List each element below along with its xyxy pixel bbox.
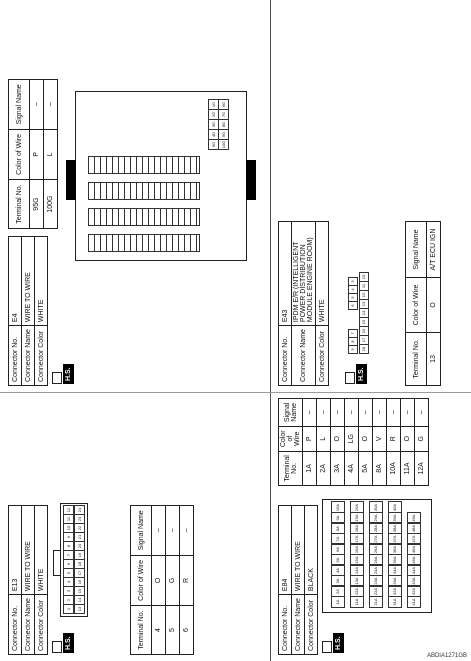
signal-name-cell: – (373, 399, 387, 427)
connector-pin: 18 (359, 344, 369, 354)
wire-color-cell: O (331, 426, 345, 451)
pin-column (88, 156, 200, 174)
terminal-no-cell: 10A (387, 451, 401, 485)
e13-connector-color: WHITE (35, 506, 48, 595)
connector-pin: 19A (350, 512, 364, 524)
terminal-no-cell: 4 (152, 606, 166, 655)
e43-terminal-table (405, 221, 441, 386)
connector-pin: 8A (331, 523, 345, 535)
connector-pin: 10 (359, 272, 369, 282)
col-color-of-wire: Color of Wire (131, 555, 152, 605)
connector-pin: 15 (359, 317, 369, 327)
connector-pin: 33A (388, 575, 402, 587)
e84-connector-color: BLACK (305, 506, 318, 595)
connector-pin: 47A (407, 533, 421, 545)
table-row (303, 399, 317, 486)
connector-pin: 1 (63, 604, 74, 614)
connector-pin: 4 (63, 577, 74, 587)
wire-color-cell: O (427, 278, 441, 333)
connector-pin: 37A (388, 533, 402, 545)
table-row (166, 506, 180, 655)
e43-connector-name: IPDM E/R (INTELLIGENT POWER DISTRIBUTION MODULE ENGINE ROOM) (292, 222, 316, 326)
signal-name-cell: – (303, 399, 317, 427)
connector-pin: 44A (407, 565, 421, 577)
connector-pin: 34A (388, 565, 402, 577)
signal-name-cell: – (401, 399, 415, 427)
table-row (30, 80, 44, 229)
hs-label: H.S. (63, 633, 74, 653)
table-row (152, 506, 166, 655)
connector-pin: 2 (63, 595, 74, 605)
column-divider (270, 392, 471, 393)
e43-connector-color: WHITE (316, 222, 329, 326)
e13-connector-no: E13 (9, 506, 22, 595)
terminal-no-cell: 6 (180, 606, 194, 655)
wire-color-cell: G (415, 426, 429, 451)
hs-label: H.S. (356, 364, 367, 384)
connector-pin: 43A (407, 575, 421, 587)
e43-connector-face (348, 272, 370, 356)
table-row (359, 399, 373, 486)
connector-pin: 23 (74, 514, 85, 524)
table-row (180, 506, 194, 655)
connector-pin: 21 (74, 532, 85, 542)
signal-name-cell: A/T ECU IGN (427, 222, 441, 278)
connector-pin: 14 (74, 595, 85, 605)
connector-pin: 28A (369, 523, 383, 535)
col-signal-name: Signal Name (279, 399, 303, 427)
mounting-tab (246, 160, 256, 200)
table-row (317, 399, 331, 486)
wire-color-cell: O (359, 426, 373, 451)
connector-pin: 7 (348, 329, 358, 338)
connector-pin: 6A (331, 544, 345, 556)
pin-column (88, 208, 200, 226)
table-row (331, 399, 345, 486)
connector-pin: 14A (350, 565, 364, 577)
e13-terminal-table (130, 505, 194, 655)
terminal-no-cell: 5A (359, 451, 373, 485)
connector-pin: 17A (350, 533, 364, 545)
section-divider (270, 0, 271, 661)
connector-pin: 38A (388, 523, 402, 535)
table-row (345, 399, 359, 486)
wire-color-cell: R (387, 426, 401, 451)
signal-name-cell: – (331, 399, 345, 427)
e4-hs-badge (52, 364, 74, 384)
signal-name-cell: – (345, 399, 359, 427)
label-connector-no: Connector No. (279, 326, 292, 386)
connector-pin: 22A (369, 586, 383, 598)
e4-connector-color: WHITE (35, 237, 48, 326)
connector-pin: 4 (348, 285, 358, 294)
e4-connector-info (8, 236, 48, 386)
connector-pin: 7A (331, 533, 345, 545)
connector-pin: 11 (359, 281, 369, 291)
connector-pin: 10 (63, 523, 74, 533)
col-signal-name: Signal Name (9, 80, 30, 130)
connector-pin: 35A (388, 554, 402, 566)
connector-icon (52, 372, 62, 384)
label-connector-no: Connector No. (9, 326, 22, 386)
e13-hs-badge (52, 633, 74, 653)
connector-pin: 5G (208, 139, 219, 150)
connector-pin: 45A (407, 554, 421, 566)
connector-pin: 20A (350, 502, 364, 514)
connector-pin: 16 (359, 326, 369, 336)
connector-pin: 29A (369, 512, 383, 524)
connector-pin: 15A (350, 554, 364, 566)
connector-pin: 20 (74, 541, 85, 551)
connector-pin: 16 (74, 577, 85, 587)
table-row (401, 399, 415, 486)
connector-pin: 6 (63, 559, 74, 569)
wire-color-cell: V (373, 426, 387, 451)
signal-name-cell: – (180, 506, 194, 556)
wire-color-cell: LG (345, 426, 359, 451)
connector-pin: 12 (63, 505, 74, 515)
connector-pin: 14 (359, 308, 369, 318)
figure-code: ABDIA1271GB (426, 653, 467, 659)
e4-connector-face (75, 91, 247, 261)
hs-label: H.S. (333, 633, 344, 653)
terminal-no-cell: 1A (303, 451, 317, 485)
connector-pin: 26A (369, 544, 383, 556)
connector-icon (52, 641, 62, 653)
label-connector-color: Connector Color (305, 595, 318, 655)
connector-pin: 16A (350, 544, 364, 556)
label-connector-color: Connector Color (35, 326, 48, 386)
hs-label: H.S. (63, 364, 74, 384)
connector-pin: 13 (74, 604, 85, 614)
connector-pin: 2G (208, 109, 219, 120)
connector-pin: 5 (348, 293, 358, 302)
table-row (373, 399, 387, 486)
connector-pin: 23A (369, 575, 383, 587)
col-terminal-no: Terminal No. (279, 451, 303, 485)
connector-pin: 12 (359, 290, 369, 300)
label-connector-no: Connector No. (279, 595, 292, 655)
signal-name-cell: – (359, 399, 373, 427)
mounting-tab (66, 160, 76, 200)
signal-name-cell: – (166, 506, 180, 556)
e84-terminal-table (278, 398, 429, 486)
e84-connector-face (322, 499, 432, 613)
connector-pin: 32A (388, 586, 402, 598)
connector-pin: 48A (407, 523, 421, 535)
connector-pin: 4G (208, 129, 219, 140)
table-row (387, 399, 401, 486)
label-connector-name: Connector Name (22, 595, 35, 655)
col-terminal-no: Terminal No. (131, 606, 152, 655)
connector-pin: 49A (407, 512, 421, 524)
pin-column (88, 234, 200, 252)
col-color-of-wire: Color of Wire (9, 129, 30, 179)
connector-pin: 1G (208, 99, 219, 110)
connector-pin: 24 (74, 505, 85, 515)
terminal-no-cell: 12A (415, 451, 429, 485)
table-row (427, 222, 441, 386)
connector-pin: 15 (74, 586, 85, 596)
connector-pin: 1A (331, 596, 345, 608)
signal-name-cell: – (387, 399, 401, 427)
col-signal-name: Signal Name (131, 506, 152, 556)
connector-pin: 5 (63, 568, 74, 578)
e13-connector-name: WIRE TO WIRE (22, 506, 35, 595)
label-connector-name: Connector Name (292, 595, 305, 655)
e4-connector-name: WIRE TO WIRE (22, 237, 35, 326)
connector-pin: 7G (218, 109, 229, 120)
connector-icon (345, 372, 355, 384)
connector-pin: 3 (63, 586, 74, 596)
connector-pin: 40A (388, 502, 402, 514)
connector-pin: 12A (350, 586, 364, 598)
connector-pin: 2A (331, 586, 345, 598)
connector-pin: 3A (331, 575, 345, 587)
wire-color-cell: P (303, 426, 317, 451)
e43-connector-info (278, 221, 329, 386)
e43-connector-no: E43 (279, 222, 292, 326)
col-terminal-no: Terminal No. (9, 180, 30, 229)
signal-name-cell: – (30, 80, 44, 130)
connector-pin: 3G (208, 119, 219, 130)
signal-name-cell: – (415, 399, 429, 427)
col-signal-name: Signal Name (406, 222, 427, 278)
col-terminal-no: Terminal No. (406, 332, 427, 385)
connector-pin: 13 (359, 299, 369, 309)
connector-pin: 39A (388, 512, 402, 524)
e13-connector-face (60, 503, 88, 617)
terminal-no-cell: 3A (331, 451, 345, 485)
pin-column (88, 182, 200, 200)
wire-color-cell: L (317, 426, 331, 451)
connector-pin: 9G (218, 129, 229, 140)
connector-pin: 46A (407, 544, 421, 556)
e43-hs-badge (345, 364, 367, 384)
terminal-no-cell: 2A (317, 451, 331, 485)
label-connector-no: Connector No. (9, 595, 22, 655)
connector-pin: 19 (74, 550, 85, 560)
connector-pin: 22 (74, 523, 85, 533)
e84-connector-name: WIRE TO WIRE (292, 506, 305, 595)
signal-name-cell: – (44, 80, 58, 130)
connector-pin: 11A (350, 596, 364, 608)
connector-pin: 24A (369, 565, 383, 577)
col-color-of-wire: Color of Wire (406, 278, 427, 333)
connector-pin: 4A (331, 565, 345, 577)
connector-pin: 25A (369, 554, 383, 566)
connector-pin: 41A (407, 596, 421, 608)
wire-color-cell: L (44, 129, 58, 179)
e4-connector-no: E4 (9, 237, 22, 326)
terminal-no-cell: 5 (166, 606, 180, 655)
e4-terminal-table (8, 79, 58, 229)
connector-pin: 9 (348, 345, 358, 354)
wire-color-cell: P (30, 129, 44, 179)
connector-pin: 6 (348, 301, 358, 310)
terminal-no-cell: 4A (345, 451, 359, 485)
e13-connector-info (8, 505, 48, 655)
wire-color-cell: O (401, 426, 415, 451)
connector-pin: 18A (350, 523, 364, 535)
connector-pin: 9 (63, 532, 74, 542)
connector-pin: 8 (348, 337, 358, 346)
e84-hs-badge (322, 633, 344, 653)
wire-color-cell: R (180, 555, 194, 605)
terminal-no-cell: 95G (30, 180, 44, 229)
connector-pin: 42A (407, 586, 421, 598)
connector-pin: 17 (359, 335, 369, 345)
terminal-no-cell: 13 (427, 332, 441, 385)
connector-pin: 7 (63, 550, 74, 560)
connector-pin: 8G (218, 119, 229, 130)
connector-pin: 17 (74, 568, 85, 578)
e84-connector-no: E84 (279, 506, 292, 595)
terminal-no-cell: 100G (44, 180, 58, 229)
connector-pin: 30A (369, 502, 383, 514)
terminal-no-cell: 11A (401, 451, 415, 485)
label-connector-color: Connector Color (316, 326, 329, 386)
connector-pin: 5A (331, 554, 345, 566)
terminal-no-cell: 8A (373, 451, 387, 485)
label-connector-name: Connector Name (22, 326, 35, 386)
column-divider (0, 392, 270, 393)
connector-pin: 3 (348, 277, 358, 286)
connector-latch (53, 550, 61, 576)
connector-pin: 9A (331, 512, 345, 524)
connector-pin: 31A (388, 596, 402, 608)
connector-pin: 10G (218, 139, 229, 150)
label-connector-name: Connector Name (292, 326, 316, 386)
connector-pin: 11 (63, 514, 74, 524)
connector-pin: 36A (388, 544, 402, 556)
connector-icon (322, 641, 332, 653)
connector-pin: 8 (63, 541, 74, 551)
connector-pin: 6G (218, 99, 229, 110)
wire-color-cell: O (152, 555, 166, 605)
connector-pin: 18 (74, 559, 85, 569)
col-color-of-wire: Color of Wire (279, 426, 303, 451)
connector-pin: 13A (350, 575, 364, 587)
table-row (415, 399, 429, 486)
connector-pin: 27A (369, 533, 383, 545)
signal-name-cell: – (317, 399, 331, 427)
signal-name-cell: – (152, 506, 166, 556)
label-connector-color: Connector Color (35, 595, 48, 655)
connector-pin: 10A (331, 502, 345, 514)
connector-pin: 21A (369, 596, 383, 608)
table-row (44, 80, 58, 229)
e84-connector-info (278, 505, 318, 655)
wire-color-cell: G (166, 555, 180, 605)
